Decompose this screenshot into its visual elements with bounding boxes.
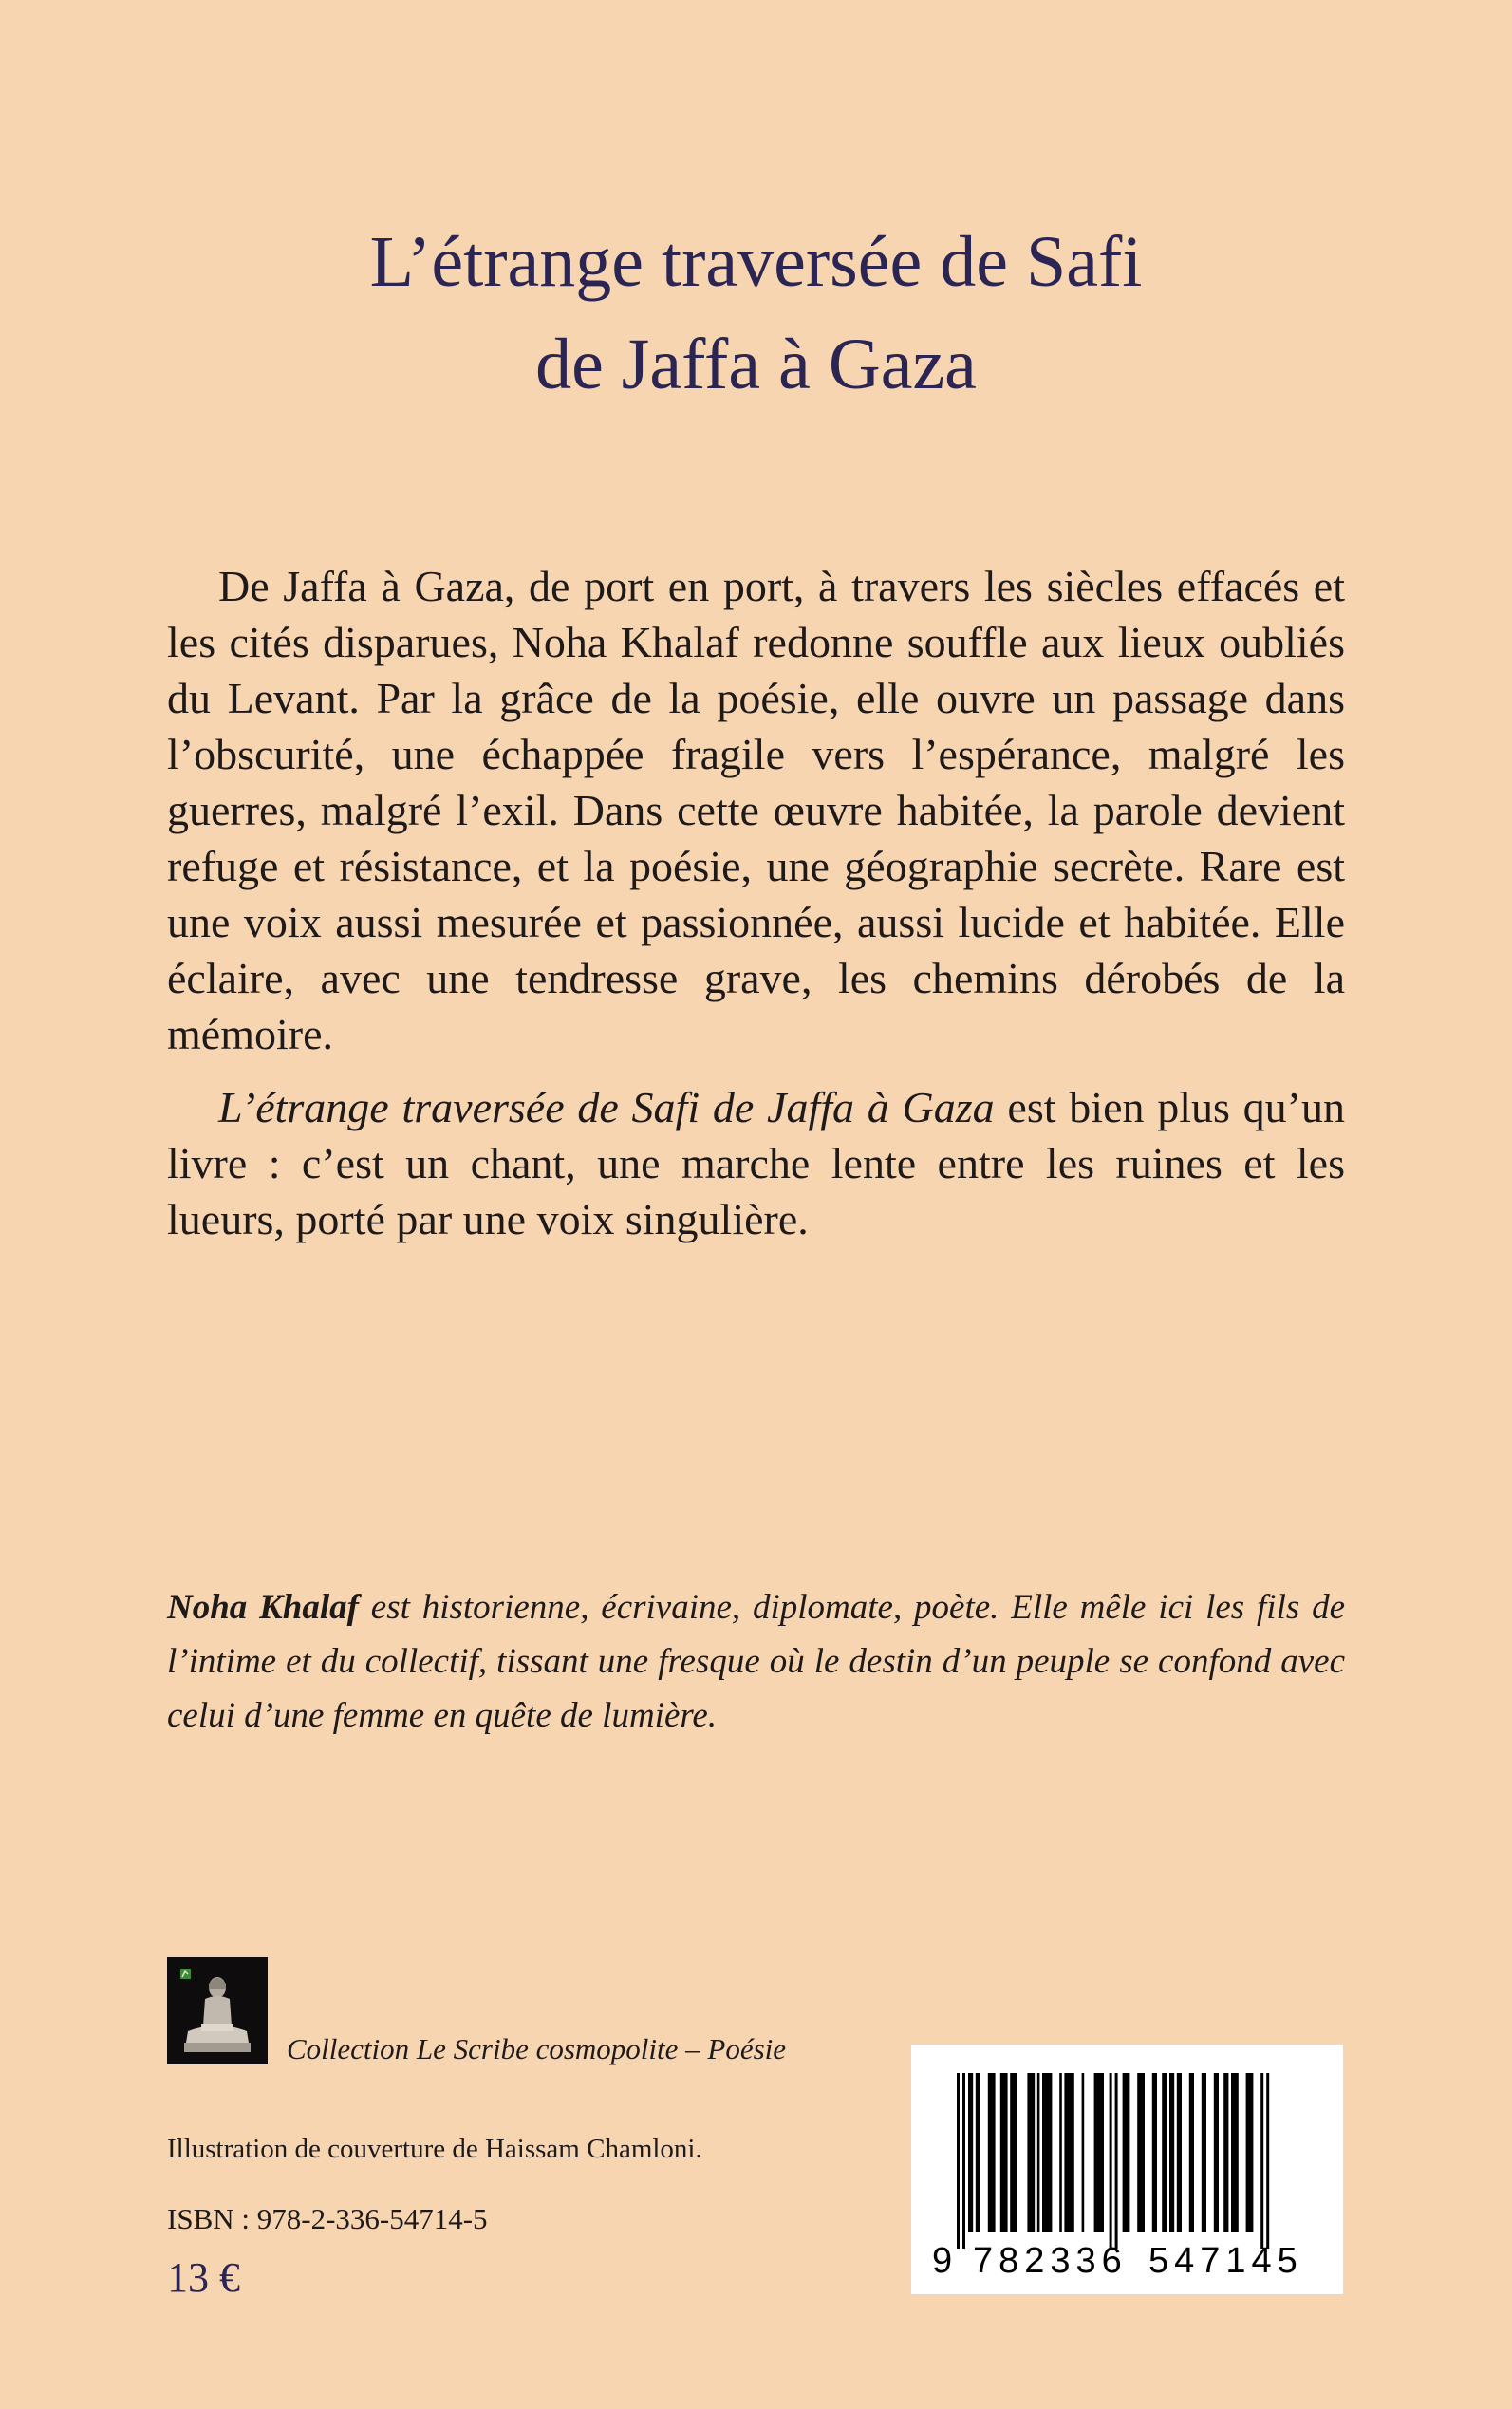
scribe-statue-icon	[167, 1957, 268, 2064]
barcode-bar	[1266, 2073, 1269, 2249]
barcode-bars	[957, 2073, 1269, 2249]
barcode-bar	[1177, 2073, 1182, 2232]
barcode-bar	[1189, 2073, 1194, 2232]
barcode-bar	[1027, 2073, 1035, 2232]
barcode-bar	[1010, 2073, 1017, 2232]
barcode-bar	[1202, 2073, 1206, 2232]
barcode-bar	[1214, 2073, 1219, 2232]
barcode-bar	[1000, 2073, 1008, 2232]
barcode-bar	[976, 2073, 980, 2232]
barcode-digits-left: 782336	[973, 2241, 1128, 2281]
barcode-digit-first: 9	[932, 2241, 953, 2281]
barcode-bar	[968, 2073, 973, 2232]
isbn: ISBN : 978-2-336-54714-5	[167, 2202, 488, 2235]
book-title-line1: L’étrange traversée de Safi	[369, 222, 1143, 302]
barcode-bar	[1110, 2073, 1112, 2249]
barcode-bar	[1059, 2073, 1062, 2232]
barcode-bar	[1169, 2073, 1174, 2232]
author-bio-text: est historienne, écrivaine, diplomate, poète. Elle mêle ici les fils de l’intime et du collectif, tissant une fresque où le destin d’un peuple se confond avec celui d’une femme en quête de lumière.	[167, 1588, 1346, 1735]
barcode-bar	[1082, 2073, 1085, 2232]
barcode-bar	[1152, 2073, 1157, 2232]
barcode-bar	[1094, 2073, 1104, 2232]
author-name: Noha Khalaf	[167, 1588, 359, 1627]
barcode-bar	[1162, 2073, 1167, 2232]
author-bio	[167, 1580, 1345, 1743]
price: 13 €	[167, 2254, 240, 2301]
barcode-bar	[1037, 2073, 1040, 2232]
barcode-bar	[1223, 2073, 1228, 2232]
barcode-bar	[988, 2073, 996, 2232]
barcode-bar	[1115, 2073, 1118, 2249]
barcode-bar	[962, 2073, 965, 2249]
blurb-paragraph-2	[167, 1079, 1345, 1247]
book-title	[0, 211, 1512, 416]
publisher-logo	[167, 1957, 268, 2064]
barcode	[911, 2045, 1343, 2294]
book-title-line2: de Jaffa à Gaza	[535, 325, 977, 404]
blurb	[167, 558, 1345, 1264]
barcode-graphic	[911, 2045, 1343, 2294]
blurb-book-title: L’étrange traversée de Safi de Jaffa à Gaza	[218, 1083, 995, 1131]
barcode-bar	[1231, 2073, 1239, 2232]
barcode-bar	[1260, 2073, 1263, 2249]
barcode-bar	[1137, 2073, 1145, 2232]
barcode-bar	[957, 2073, 960, 2249]
blurb-paragraph-1: De Jaffa à Gaza, de port en port, à travers les siècles effacés et les cités disparues, Noha Khalaf redonne souffle aux lieux oubliés du Levant. Par la grâce de la poésie, elle ouvre un passage dans l’obscurité, une échappée fragile vers l’espérance, malgré les guerres, malgré l’exil. Dans cette œuvre habitée, la parole devient refuge et résistance, et la poésie, une géographie secrète. Rare est une voix aussi mesurée et passionnée, aussi lucide et habitée. Elle éclaire, avec une tendresse grave, les chemins dérobés de la mémoire.	[167, 562, 1345, 1058]
collection-name: Collection Le Scribe cosmopolite – Poésie	[287, 2032, 787, 2065]
barcode-bar	[1123, 2073, 1130, 2232]
illustration-credit: Illustration de couverture de Haissam Chamloni.	[167, 2134, 702, 2164]
barcode-bar	[1064, 2073, 1073, 2232]
barcode-bar	[1042, 2073, 1052, 2232]
barcode-bar	[1246, 2073, 1254, 2232]
blurb-paragraph-2-text: est bien plus qu’un livre : c’est un chant, une marche lente entre les ruines et les lueurs, porté par une voix singulière.	[167, 1083, 1346, 1243]
barcode-digits-right: 547145	[1148, 2241, 1303, 2281]
